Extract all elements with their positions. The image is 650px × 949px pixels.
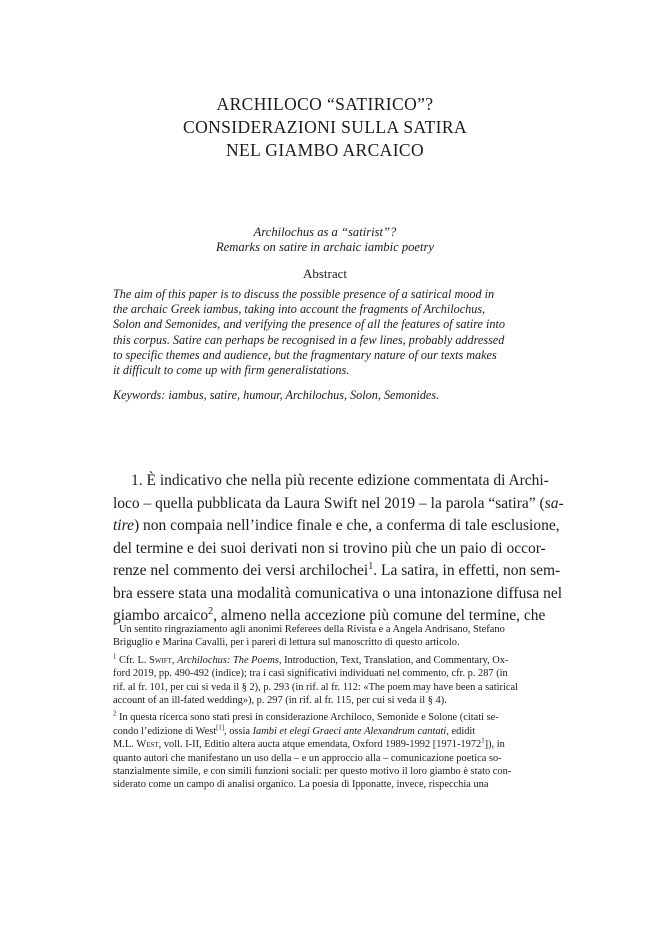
abstract-heading: Abstract (302, 266, 348, 281)
body-text (113, 470, 564, 628)
abstract-line: the archaic Greek iambus, taking into account the fragments of Archilochus, (113, 302, 486, 317)
body-line: giambo arcaico$^2$, almeno nella accezione più comune del termine, che (113, 605, 546, 624)
body-line: 1. È indicativo che nella più recente edizione commentata di Archi- (131, 472, 549, 489)
subtitle-line-1: Archilochus as a “satirist”? (253, 225, 397, 239)
english-subtitle (0, 225, 650, 255)
abstract-line: this corpus. Satire can perhaps be recognised in a few lines, probably addressed (113, 332, 505, 347)
footnote-ref-1[interactable]: 1 (368, 560, 374, 572)
title-line-3: NEL GIAMBO ARCAICO (225, 140, 425, 160)
footnote-star: * Un sentito ringraziamento agli anonimi Referees della Rivista e a Angela Andrisano, Stefano Briguglio e Marina Cavalli, per i pareri di lettura sul manoscritto di questo articolo. (113, 622, 505, 649)
body-line: loco – quella pubblicata da Laura Swift nel 2019 – la parola “satira” (sa- (113, 494, 564, 512)
abstract-line: Solon and Semonides, and verifying the presence of all the features of satire into (113, 317, 505, 332)
title-line-2: CONSIDERAZIONI SULLA SATIRA (183, 117, 467, 137)
abstract-line: to specific themes and audience, but the fragmentary nature of our texts makes (113, 347, 497, 362)
body-line: renze nel commento dei versi archilochei$^1$. La satira, in effetti, non sem- (113, 560, 561, 579)
body-line: tire) non compaia nell’indice finale e che, a conferma di tale esclusione, (113, 517, 560, 534)
abstract-line: The aim of this paper is to discuss the possible presence of a satirical mood in (113, 287, 495, 301)
abstract-line: it difficult to come up with firm generalistations. (113, 363, 350, 378)
body-line: del termine e dei suoi derivati non si trovino più che un paio di occor- (113, 539, 546, 557)
body-line: bra essere stata una modalità comunicativa o una intonazione diffusa nel (113, 584, 563, 602)
footnote-ref-2[interactable]: 2 (208, 605, 214, 617)
footnotes (113, 623, 543, 796)
subtitle-line-2: Remarks on satire in archaic iambic poetry (215, 240, 435, 254)
abstract-text (113, 287, 543, 378)
title-line-1: ARCHILOCO “SATIRICO”? (216, 94, 434, 114)
footnote-1: $^1$ Cfr. L. Swift, Archilochus: The Poems, Introduction, Text, Translation, and Commentary, Ox- ford 2019, pp. 490-492 (indice); tra i casi significativi individuati nel commento, cfr. p. 287 (in rif. al fr. 101, per cui si veda il § 2), p. 293 (in rif. al fr. 112: «The poem may have been a satirical account of an ill-fated wedding»), p. 297 (in rif. al fr. 115, per cui si veda il § 4). (113, 653, 519, 707)
footnote-2: $^2$ In questa ricerca sono stati presi in considerazione Archiloco, Semonide e Solone (citati se- condo l’edizione di West[1], ossia Iambi et elegi Graeci ante Alexandrum cantati, edidit M.L. West, voll. I-II, Editio altera aucta atque emendata, Oxford 1989-1992 [1971-1972$^1$]), in quanto autori che manifestano un uso della – e un approccio alla – comunicazione poetica so- stanzialmente simile, e con simili funzioni sociali: per questo motivo il loro giambo è stato con- siderato come un campo di analisi organico. La poesia di Ipponatte, invece, rispecchia una (113, 710, 512, 791)
keywords: Keywords: iambus, satire, humour, Archilochus, Solon, Semonides. (113, 388, 440, 402)
article-title (0, 93, 650, 162)
